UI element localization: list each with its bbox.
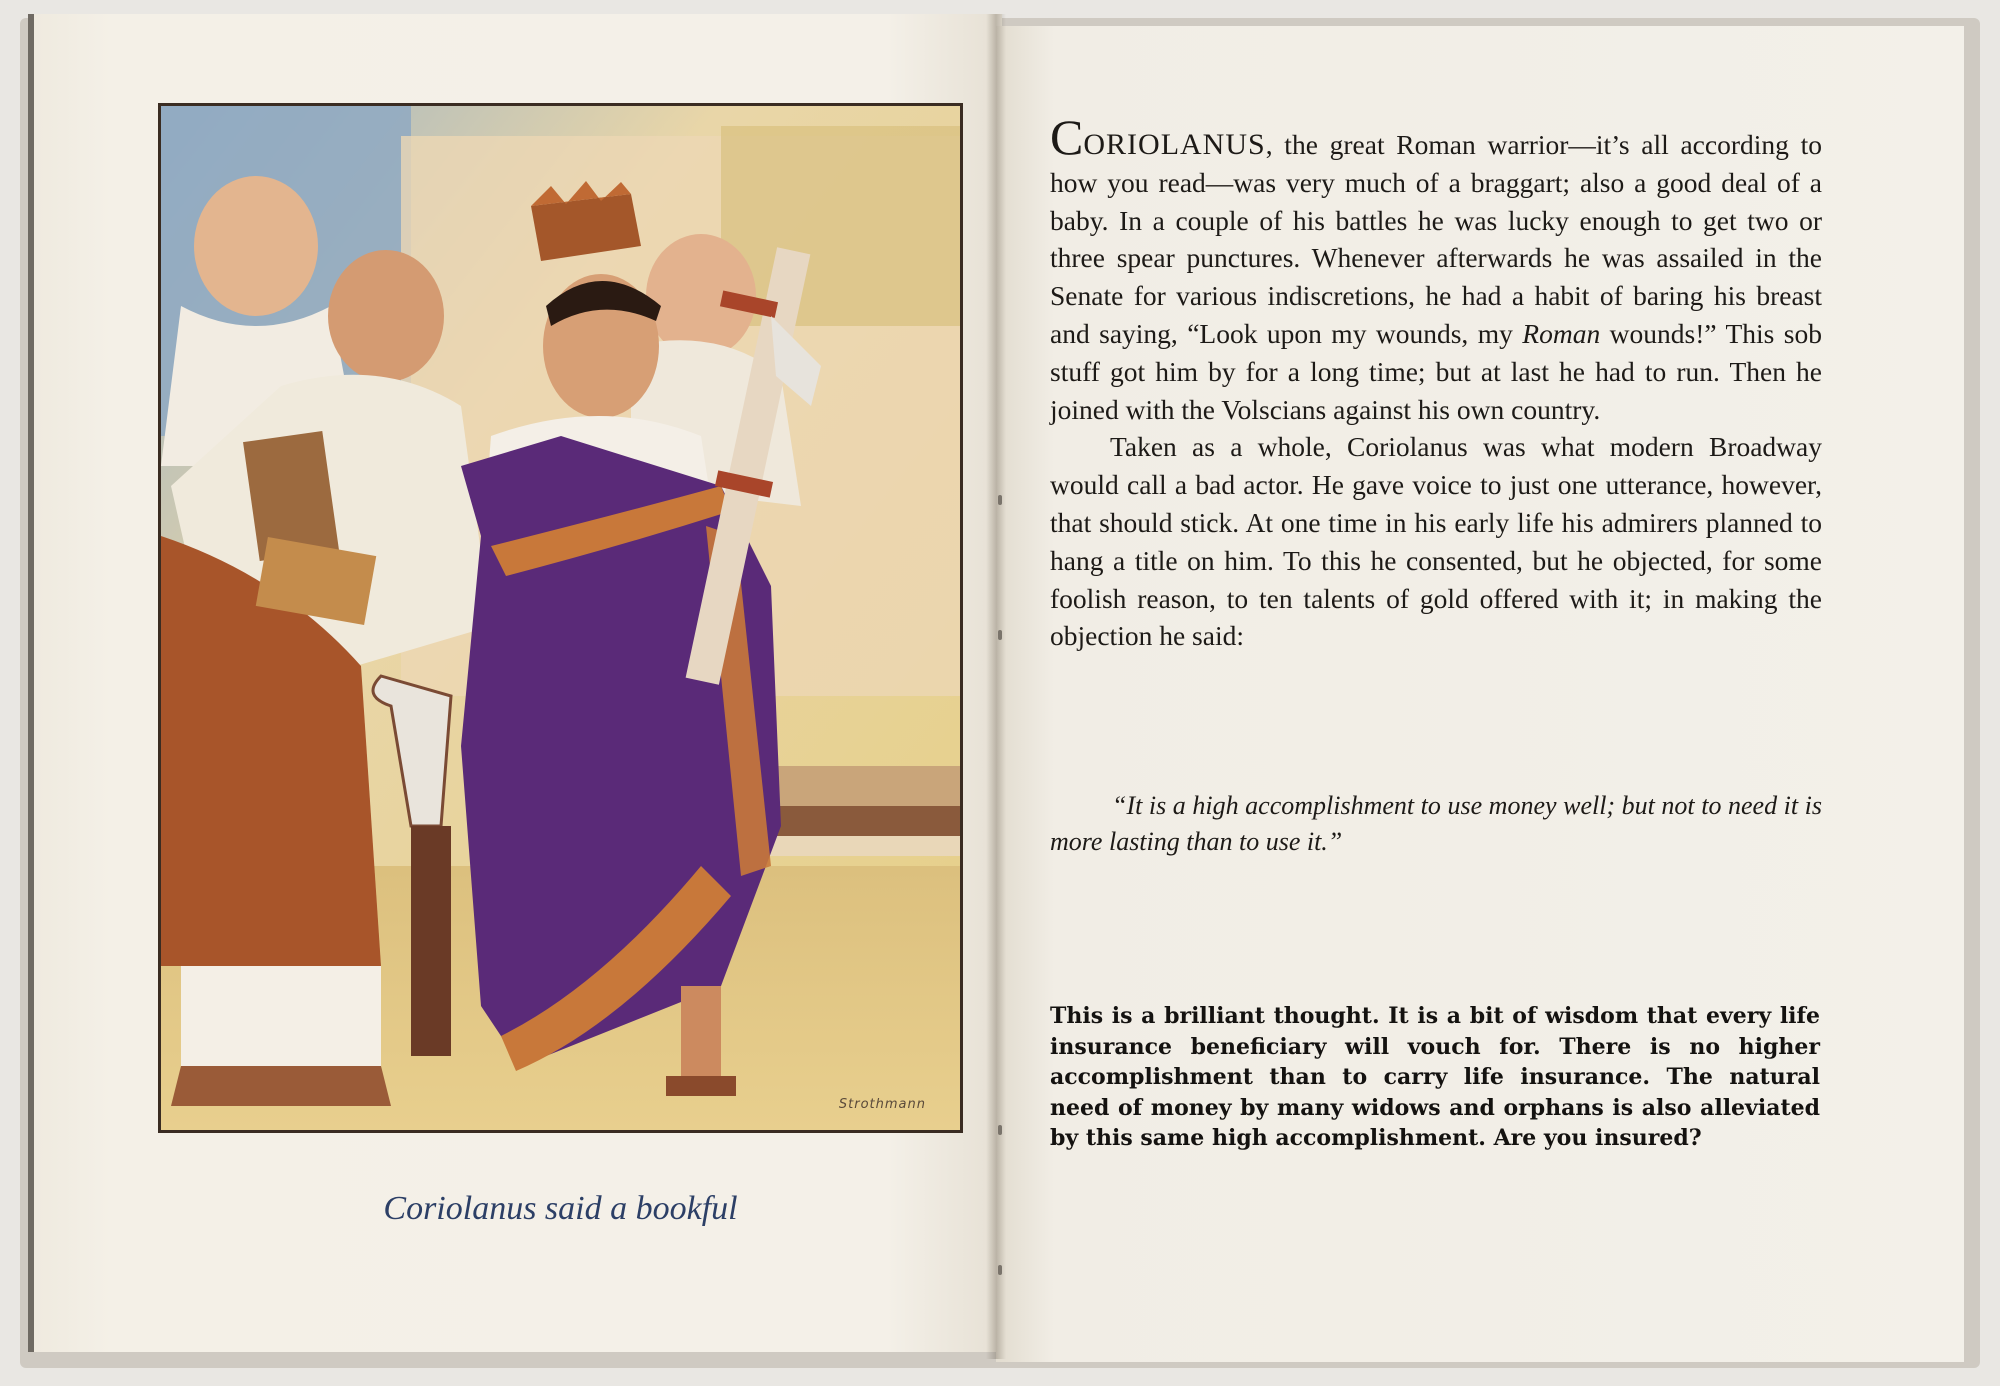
- paragraph-1-text-after: wounds!” This sob stuff got him by for a long time; but at last he had to run. Then he joined with the Volscians against his own country.: [1050, 317, 1822, 425]
- book-gutter: [986, 14, 1006, 1359]
- paragraph-1: [1050, 109, 1822, 428]
- drop-cap: C: [1050, 109, 1084, 165]
- artist-signature: Strothmann: [838, 1097, 926, 1112]
- coriolanus-illustration: [158, 103, 963, 1133]
- illustration-art: [161, 106, 960, 1130]
- quotation: “It is a high accomplishment to use money well; but not to need it is more lasting than to use it.”: [1050, 791, 1822, 856]
- paragraph-2: Taken as a whole, Coriolanus was what modern Broadway would call a bad actor. He gave voice to just one utterance, however, that should stick. At one time in his early life his admirers planned to hang a title on him. To this he consented, but he objected, for some foolish reason, to ten talents of gold offered with it; in making the objection he said:: [1050, 431, 1822, 652]
- closing-message: This is a brilliant thought. It is a bit of wisdom that every life insurance beneficiary will vouch for. There is no higher accomplishment than to carry life insurance. The natural need of money by many widows and orphans is also alleviated by this same high accomplishment. Are you insured?: [1050, 1003, 1820, 1151]
- staple-mark: [998, 495, 1002, 505]
- italic-word: Roman: [1522, 317, 1601, 349]
- name-smallcaps: ORIOLANUS: [1083, 128, 1266, 161]
- staple-mark: [998, 1265, 1002, 1275]
- staple-mark: [998, 1125, 1002, 1135]
- illustration-caption: Coriolanus said a bookful: [383, 1190, 738, 1227]
- story-text: [1050, 109, 1822, 655]
- staple-mark: [998, 630, 1002, 640]
- paragraph-1-text: , the great Roman warrior—it’s all according to how you read—was very much of a braggart; also a good deal of a baby. In a couple of his battles he was lucky enough to get two or three spear punctures. Whenever afterwards he was assailed in the Senate for various indiscretions, he had a habit of baring his breast and saying, “Look upon my wounds, my: [1050, 129, 1822, 349]
